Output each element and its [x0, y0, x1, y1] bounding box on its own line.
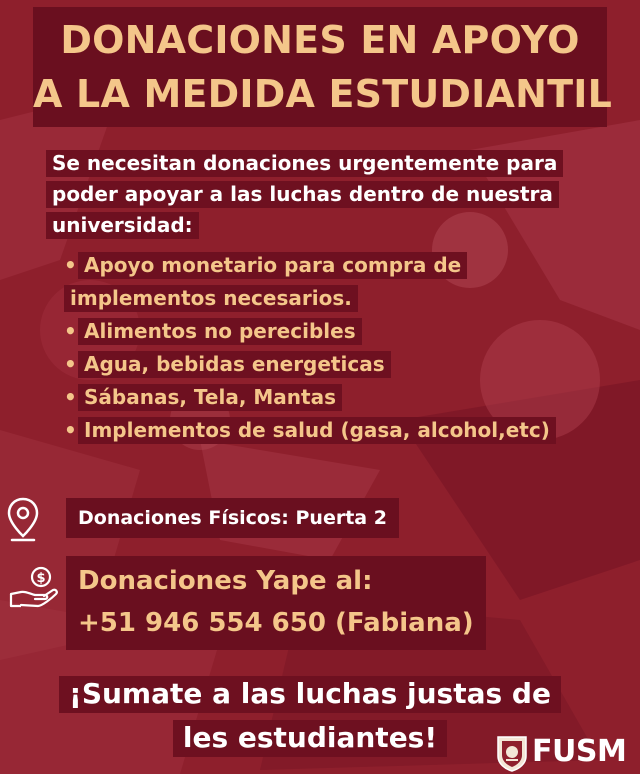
- item-5: Implementos de salud (gasa, alcohol,etc): [78, 417, 556, 444]
- bullet-icon: •: [64, 253, 77, 277]
- list-item: [64, 381, 556, 414]
- yape-phone[interactable]: +51 946 554 650 (Fabiana): [78, 608, 474, 638]
- cta-line-2: les estudiantes!: [173, 720, 447, 757]
- intro-text: [46, 148, 626, 241]
- fusm-logo-text: FUSM: [532, 734, 627, 769]
- item-2: Alimentos no perecibles: [78, 318, 362, 345]
- bullet-icon: •: [64, 319, 77, 343]
- list-item-continuation: [50, 282, 556, 315]
- bullet-icon: •: [64, 352, 77, 376]
- intro-line-2: poder apoyar a las luchas dentro de nuestra: [46, 181, 559, 208]
- location-pin-icon: [6, 496, 40, 544]
- yape-title: Donaciones Yape al:: [78, 566, 373, 596]
- list-item: [64, 249, 556, 282]
- title-line-2: A LA MEDIDA ESTUDIANTIL: [33, 72, 612, 116]
- list-item: [64, 414, 556, 447]
- item-1-line-2: implementos necesarios.: [64, 285, 358, 312]
- item-3: Agua, bebidas energeticas: [78, 351, 391, 378]
- yape-donations-box: [66, 556, 486, 650]
- list-item: [64, 315, 556, 348]
- intro-line-1: Se necesitan donaciones urgentemente para: [46, 150, 563, 177]
- title-line-1: DONACIONES EN APOYO: [60, 18, 580, 62]
- svg-text:$: $: [36, 571, 46, 586]
- list-item: [64, 348, 556, 381]
- hand-coin-icon: [8, 566, 62, 610]
- cta-line-1: ¡Sumate a las luchas justas de: [59, 676, 561, 713]
- item-4: Sábanas, Tela, Mantas: [78, 384, 342, 411]
- donation-items-list: [64, 249, 556, 447]
- title-banner: [33, 7, 612, 127]
- intro-line-3: universidad:: [46, 212, 199, 239]
- physical-donations-label: Donaciones Físicos: Puerta 2: [66, 498, 399, 538]
- bullet-icon: •: [64, 385, 77, 409]
- bullet-icon: •: [64, 418, 77, 442]
- university-seal-icon: [494, 734, 530, 772]
- fusm-logo: [494, 730, 634, 774]
- item-1-line-1: Apoyo monetario para compra de: [78, 252, 467, 279]
